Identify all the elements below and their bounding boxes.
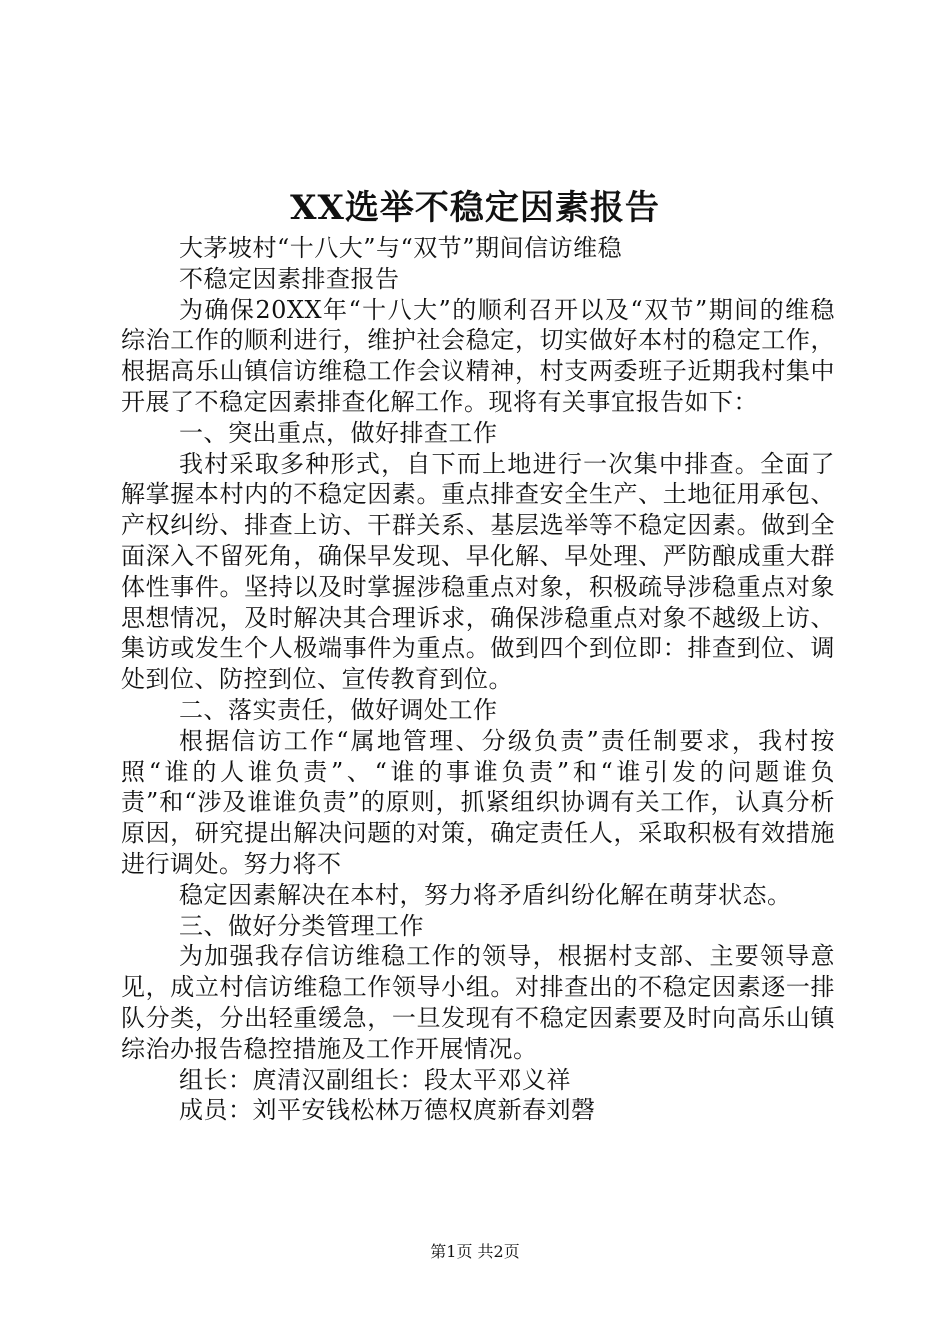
paragraph-section-1: 我村采取多种形式，自下而上地进行一次集中排查。全面了解掌握本村内的不稳定因素。重点排查安全生产、土地征用承包、产权纠纷、排查上访、干群关系、基层选举等不稳定因素。做到全面深入不留死角，确保早发现、早化解、早处理、严防酿成重大群体性事件。坚持以及时掌握涉稳重点对象，积极疏导涉稳重点对象思想情况，及时解决其合理诉求，确保涉稳重点对象不越级上访、集访或发生个人极端事件为重点。做到四个到位即：排查到位、调处到位、防控到位、宣传教育到位。 <box>121 449 835 694</box>
document-title: XX选举不稳定因素报告 <box>290 188 660 228</box>
page-number-footer: 第1页 共2页 <box>430 1242 520 1261</box>
paragraph-subtitle-line-1: 大茅坡村“十八大”与“双节”期间信访维稳 <box>179 234 623 262</box>
section-heading-3: 三、做好分类管理工作 <box>179 911 424 940</box>
document-body <box>121 233 835 1126</box>
section-heading-2: 二、落实责任，做好调处工作 <box>179 695 498 724</box>
paragraph-team-leaders: 组长：庹清汉副组长：段太平邓义祥 <box>179 1065 571 1094</box>
paragraph-section-2-continued: 稳定因素解决在本村，努力将矛盾纠纷化解在萌芽状态。 <box>179 880 792 909</box>
paragraph-section-2: 根据信访工作“属地管理、分级负责”责任制要求，我村按照“谁的人谁负责”、“谁的事谁负责”和“谁引发的问题谁负责”和“涉及谁谁负责”的原则，抓紧组织协调有关工作，认真分析原因，研究提出解决问题的对策，确定责任人，采取积极有效措施进行调处。努力将不 <box>121 726 835 878</box>
section-heading-1: 一、突出重点，做好排查工作 <box>179 418 498 447</box>
paragraph-intro: 为确保20XX年“十八大”的顺利召开以及“双节”期间的维稳综治工作的顺利进行，维护社会稳定，切实做好本村的稳定工作，根据高乐山镇信访维稳工作会议精神，村支两委班子近期我村集中开展了不稳定因素排查化解工作。现将有关事宜报告如下： <box>121 295 835 416</box>
paragraph-subtitle-line-2: 不稳定因素排查报告 <box>179 264 400 293</box>
paragraph-section-3: 为加强我存信访维稳工作的领导，根据村支部、主要领导意见，成立村信访维稳工作领导小组。对排查出的不稳定因素逐一排队分类，分出轻重缓急，一旦发现有不稳定因素要及时向高乐山镇综治办报告稳控措施及工作开展情况。 <box>121 942 835 1063</box>
paragraph-team-members: 成员：刘平安钱松林万德权庹新春刘磬 <box>179 1096 596 1125</box>
